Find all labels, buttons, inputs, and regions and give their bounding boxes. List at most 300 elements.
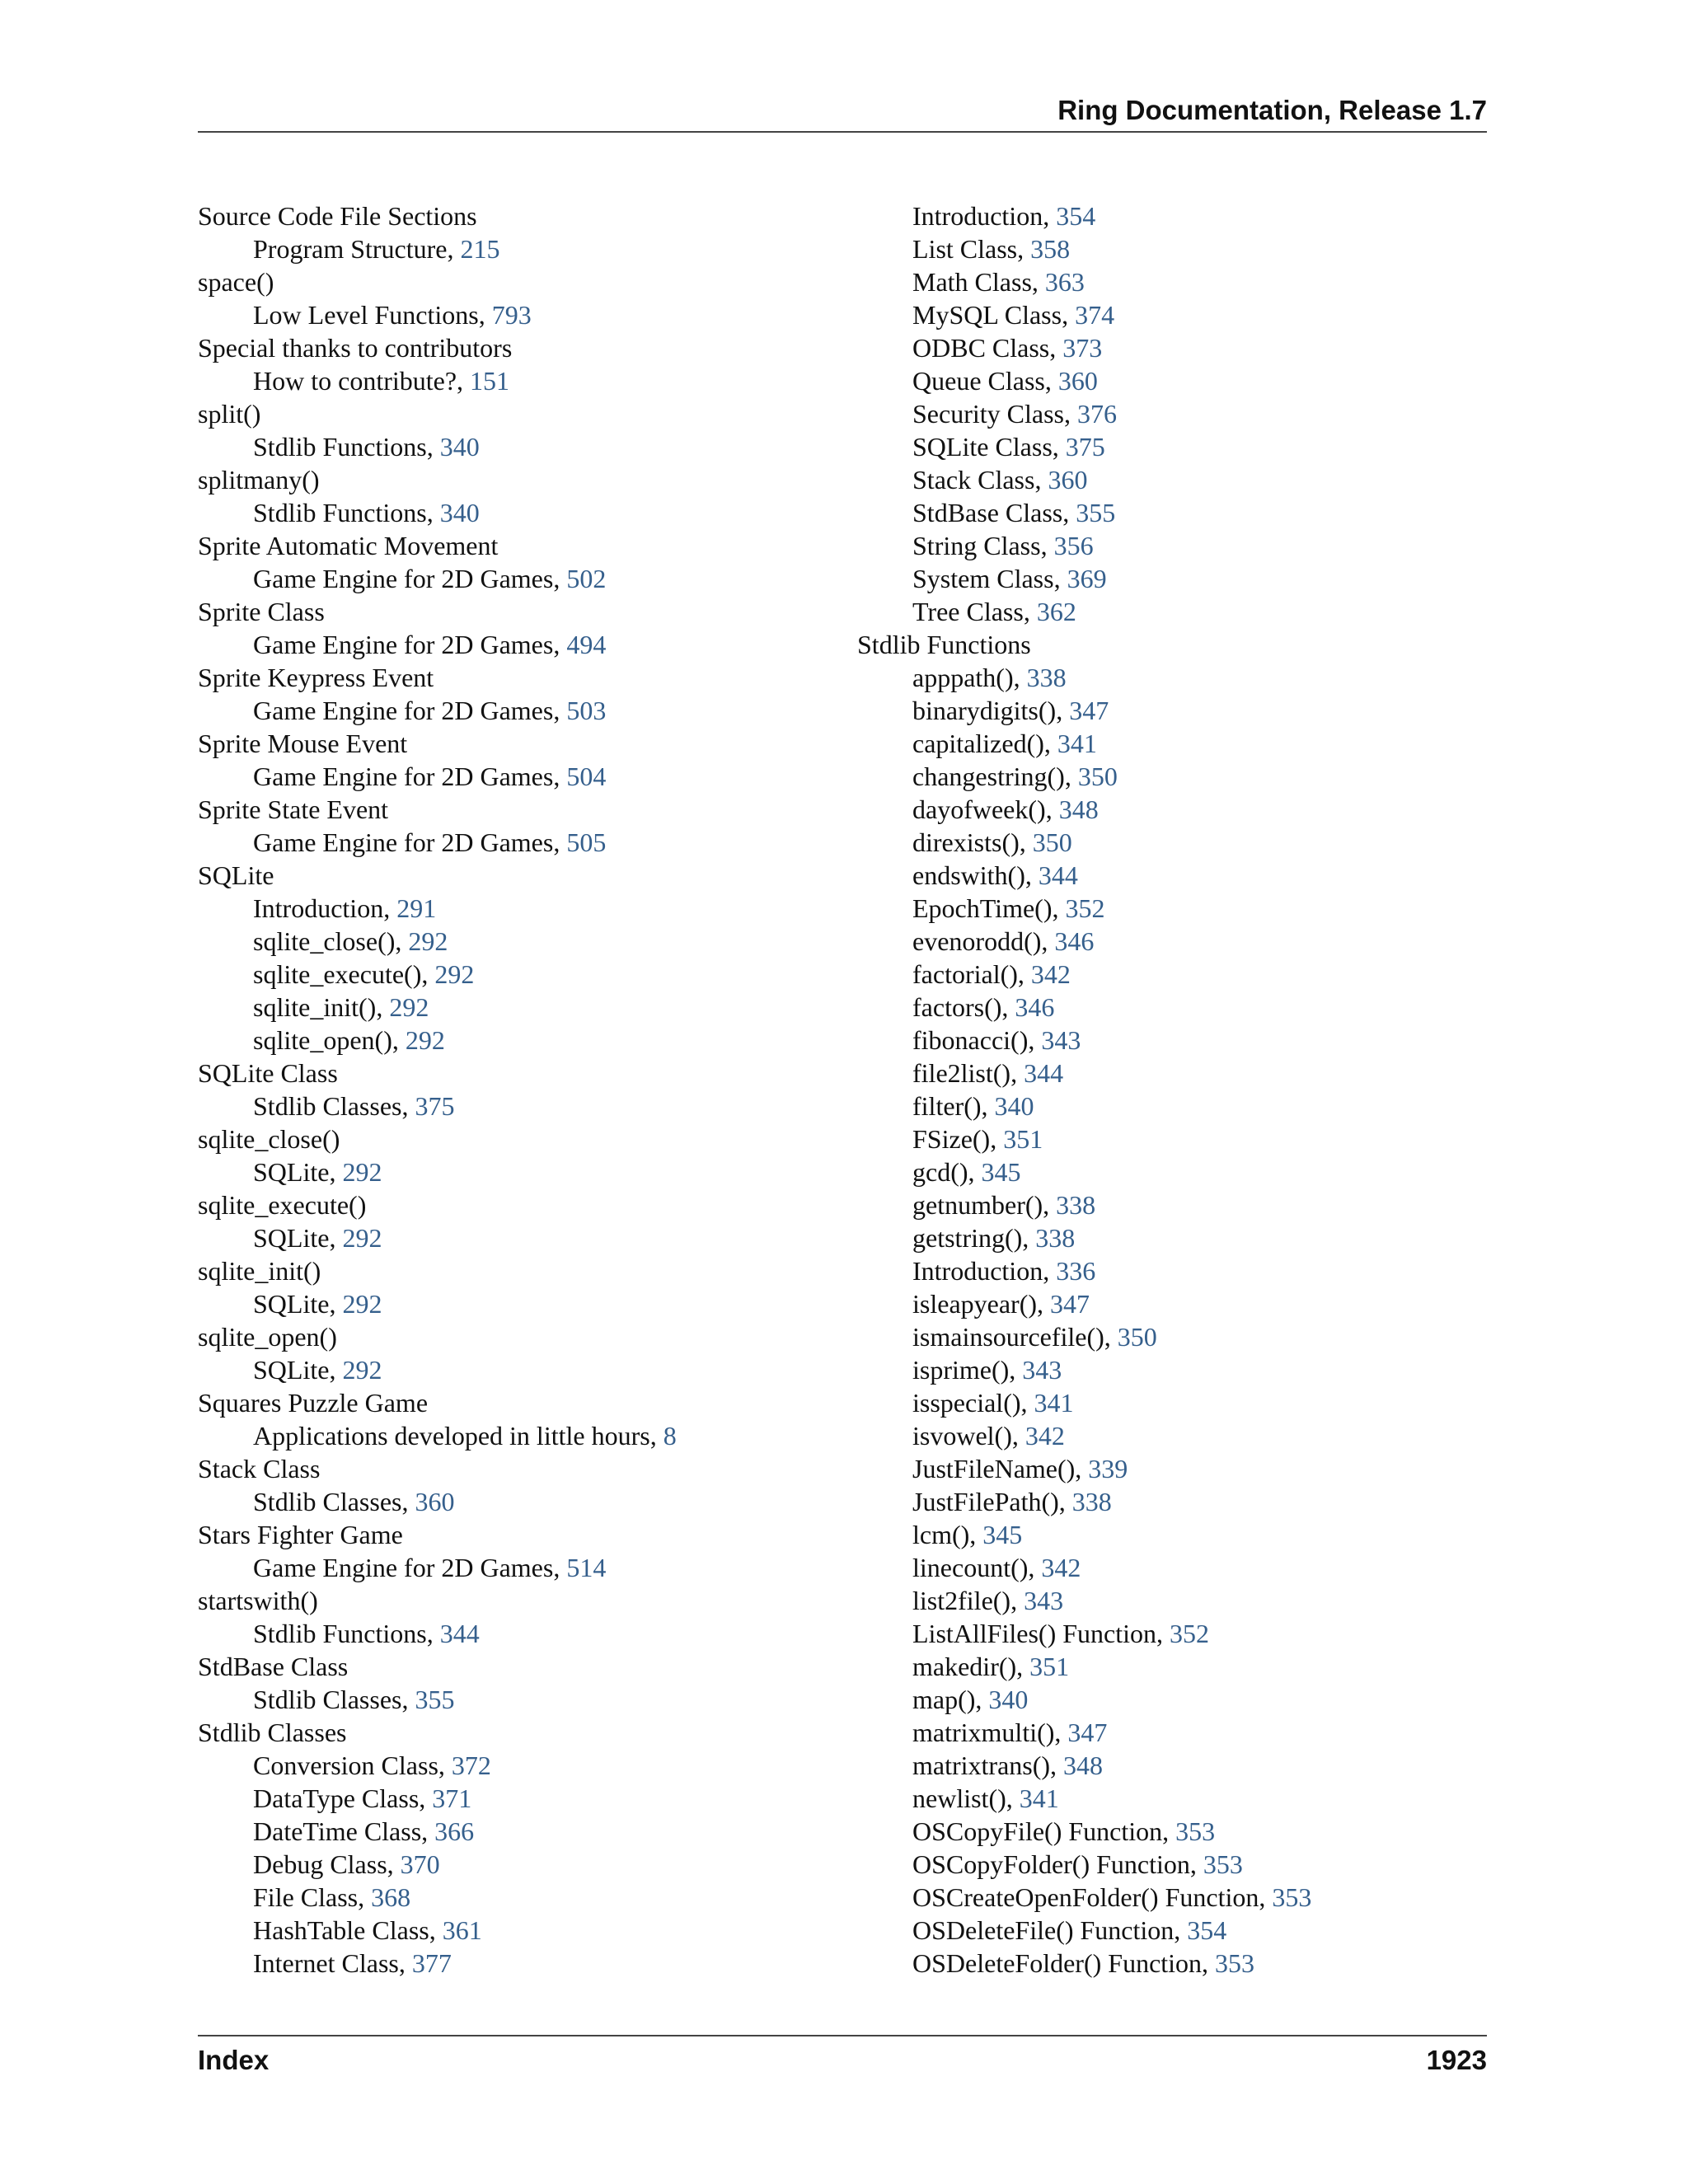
page-link[interactable]: 340 [439,498,480,527]
index-term: capitalized(), [912,729,1057,758]
index-entry [198,1320,841,1353]
index-subentry [857,1122,1484,1155]
index-term: Stdlib Functions, [253,432,440,462]
index-term: HashTable Class, [253,1915,443,1945]
page-link[interactable]: 372 [451,1750,491,1780]
index-term: DataType Class, [253,1783,433,1813]
index-subentry [198,1221,841,1254]
index-term: Queue Class, [912,366,1058,396]
page-link[interactable]: 344 [1024,1058,1064,1088]
index-entry [198,727,841,760]
page-link[interactable]: 377 [411,1948,452,1978]
page-link[interactable]: 340 [994,1091,1034,1121]
index-term: String Class, [912,531,1054,560]
index-subentry [857,958,1484,991]
index-column-right [857,199,1484,1980]
page-link[interactable]: 793 [491,300,532,330]
index-term: binarydigits(), [912,696,1070,725]
index-subentry [857,1782,1484,1815]
index-term: ODBC Class, [912,333,1063,363]
index-entry [198,1518,841,1551]
index-subentry [857,364,1484,397]
index-subentry [198,760,841,793]
index-term: matrixmulti(), [912,1718,1068,1747]
index-term: evenorodd(), [912,926,1055,956]
index-subentry [857,727,1484,760]
page-link[interactable]: 355 [1076,498,1116,527]
index-term: newlist(), [912,1783,1020,1813]
index-term: Stack Class [198,1454,321,1483]
index-entry [198,1716,841,1749]
index-term: Stdlib Functions, [253,498,440,527]
page-link[interactable]: 341 [1019,1783,1059,1813]
page-link[interactable]: 351 [1029,1652,1070,1681]
page-link[interactable]: 341 [1057,729,1097,758]
index-subentry [198,892,841,925]
index-subentry [198,1024,841,1057]
page-link[interactable]: 336 [1056,1256,1096,1286]
index-entry [198,1584,841,1617]
index-subentry [857,1188,1484,1221]
page-link[interactable]: 338 [1035,1223,1076,1253]
index-term: isvowel(), [912,1421,1025,1451]
page-link[interactable]: 514 [566,1553,607,1582]
index-subentry [198,1782,841,1815]
page-link[interactable]: 342 [1041,1553,1081,1582]
index-subentry [857,1815,1484,1848]
index-term: getstring(), [912,1223,1036,1253]
index-subentry [857,1716,1484,1749]
index-term: StdBase Class, [912,498,1076,527]
index-subentry [857,925,1484,958]
index-subentry [857,430,1484,463]
page-link[interactable]: 338 [1071,1487,1112,1516]
index-subentry [198,364,841,397]
index-entry [198,397,841,430]
page-link[interactable]: 354 [1056,201,1096,231]
index-term: isleapyear(), [912,1289,1051,1319]
index-subentry [857,859,1484,892]
index-term: SQLite, [253,1355,343,1385]
page-link[interactable]: 292 [408,926,448,956]
index-subentry [198,1155,841,1188]
page-link[interactable]: 353 [1215,1948,1255,1978]
page-link[interactable]: 363 [1044,267,1085,297]
index-entry [198,1254,841,1287]
index-subentry [857,1419,1484,1452]
index-term: System Class, [912,564,1067,593]
index-subentry [198,1551,841,1584]
index-term: Tree Class, [912,597,1037,626]
index-column-left [198,199,841,1980]
index-subentry [857,1617,1484,1650]
index-subentry [198,958,841,991]
index-term: direxists(), [912,827,1033,857]
index-term: gcd(), [912,1157,982,1187]
page-link[interactable]: 356 [1053,531,1094,560]
index-subentry [857,463,1484,496]
page-link[interactable]: 352 [1065,893,1105,923]
index-term: Applications developed in little hours, [253,1421,663,1451]
page-link[interactable]: 339 [1088,1454,1128,1483]
index-entry [198,1386,841,1419]
index-term: split() [198,399,261,429]
index-term: splitmany() [198,465,320,494]
index-term: Source Code File Sections [198,201,477,231]
index-subentry [857,760,1484,793]
index-term: Math Class, [912,267,1045,297]
page-link[interactable]: 292 [342,1289,382,1319]
index-term: Stdlib Functions [857,630,1031,659]
index-term: OSDeleteFolder() Function, [912,1948,1216,1978]
index-subentry [857,1749,1484,1782]
index-subentry [857,1386,1484,1419]
page-link[interactable]: 292 [342,1223,382,1253]
index-term: ListAllFiles() Function, [912,1619,1170,1648]
index-subentry [198,562,841,595]
page-link[interactable]: 346 [1054,926,1095,956]
index-term: Sprite Mouse Event [198,729,408,758]
index-term: endswith(), [912,860,1039,890]
index-term: SQLite, [253,1223,343,1253]
index-subentry [857,1024,1484,1057]
page-link[interactable]: 340 [988,1685,1029,1714]
page-link[interactable]: 342 [1025,1421,1065,1451]
page-link[interactable]: 361 [442,1915,482,1945]
index-term: Squares Puzzle Game [198,1388,429,1418]
page-link[interactable]: 347 [1067,1718,1108,1747]
index-subentry [857,1452,1484,1485]
index-term: Stdlib Classes, [253,1685,415,1714]
index-term: makedir(), [912,1652,1030,1681]
index-subentry [198,1881,841,1914]
index-entry [198,529,841,562]
index-subentry [857,1650,1484,1683]
page-link[interactable]: 366 [434,1816,475,1846]
index-entry [198,199,841,232]
index-term: Introduction, [253,893,397,923]
page-link[interactable]: 360 [1057,366,1098,396]
page-link[interactable]: 345 [981,1157,1021,1187]
index-entry [198,595,841,628]
running-footer [198,2042,1487,2079]
index-subentry [857,1155,1484,1188]
running-header: Ring Documentation, Release 1.7 [1057,95,1487,125]
index-term: isprime(), [912,1355,1023,1385]
page-link[interactable]: 291 [396,893,437,923]
index-subentry [857,1584,1484,1617]
page-link[interactable]: 344 [1038,860,1078,890]
index-term: SQLite, [253,1157,343,1187]
index-entry [857,628,1484,661]
index-term: sqlite_init(), [253,992,390,1022]
page-link[interactable]: 351 [1003,1124,1043,1154]
index-subentry [198,1090,841,1122]
page-link[interactable]: 352 [1170,1619,1209,1648]
index-subentry [198,1683,841,1716]
page-link[interactable]: 347 [1050,1289,1090,1319]
page-link[interactable]: 353 [1203,1849,1243,1879]
page-link[interactable]: 360 [1048,465,1088,494]
page-link[interactable]: 348 [1063,1750,1104,1780]
page-link[interactable]: 375 [1065,432,1105,462]
page-link[interactable]: 374 [1075,300,1115,330]
index-term: Game Engine for 2D Games, [253,564,567,593]
index-subentry [857,298,1484,331]
page-link[interactable]: 347 [1069,696,1109,725]
page-link[interactable]: 362 [1036,597,1076,626]
page-link[interactable]: 292 [434,959,475,989]
index-term: How to contribute?, [253,366,471,396]
page-link[interactable]: 503 [566,696,607,725]
index-subentry [857,397,1484,430]
page-link[interactable]: 344 [439,1619,480,1648]
index-subentry [198,1419,841,1452]
index-entry [198,793,841,826]
page-link[interactable]: 369 [1067,564,1107,593]
page-link[interactable]: 502 [566,564,607,593]
index-subentry [857,1221,1484,1254]
index-term: FSize(), [912,1124,1004,1154]
index-term: changestring(), [912,762,1078,791]
footer-page-number: 1923 [1426,2045,1487,2075]
index-term: Introduction, [912,201,1057,231]
index-term: Stdlib Classes [198,1718,347,1747]
index-term: map(), [912,1685,989,1714]
index-term: factors(), [912,992,1015,1022]
page-link[interactable]: 505 [566,827,607,857]
page-link[interactable]: 350 [1077,762,1118,791]
page-link[interactable]: 338 [1056,1190,1096,1220]
index-term: fibonacci(), [912,1025,1042,1055]
index-term: StdBase Class [198,1652,349,1681]
index-entry [198,661,841,694]
index-subentry [198,1914,841,1947]
index-subentry [857,1848,1484,1881]
index-entry [198,331,841,364]
page-link[interactable]: 368 [371,1882,411,1912]
index-term: JustFilePath(), [912,1487,1072,1516]
index-subentry [198,430,841,463]
index-subentry [857,793,1484,826]
index-term: OSCreateOpenFolder() Function, [912,1882,1273,1912]
index-term: sqlite_close() [198,1124,340,1154]
page-link[interactable]: 343 [1022,1355,1062,1385]
index-term: SQLite, [253,1289,343,1319]
index-term: Sprite State Event [198,794,389,824]
index-entry [198,859,841,892]
page-link[interactable]: 292 [342,1355,382,1385]
page-link[interactable]: 375 [415,1091,455,1121]
page-link[interactable]: 350 [1032,827,1072,857]
index-subentry [857,1881,1484,1914]
index-subentry [198,628,841,661]
index-term: SQLite [198,860,274,890]
index-term: SQLite Class [198,1058,338,1088]
page-link[interactable]: 151 [470,366,510,396]
index-term: SQLite Class, [912,432,1066,462]
index-subentry [198,1287,841,1320]
index-term: Game Engine for 2D Games, [253,762,567,791]
index-term: lcm(), [912,1520,983,1549]
page-link[interactable]: 215 [460,234,500,264]
index-subentry [857,331,1484,364]
index-subentry [857,496,1484,529]
index-subentry [857,199,1484,232]
page-link[interactable]: 292 [405,1025,445,1055]
index-subentry [857,265,1484,298]
index-entry [198,265,841,298]
page-link[interactable]: 292 [389,992,429,1022]
page-link[interactable]: 8 [663,1421,677,1451]
page-link[interactable]: 292 [342,1157,382,1187]
index-subentry [857,1254,1484,1287]
index-term: ismainsourcefile(), [912,1322,1118,1352]
index-entry [198,1452,841,1485]
page-link[interactable]: 358 [1030,234,1071,264]
index-term: EpochTime(), [912,893,1066,923]
index-term: sqlite_open() [198,1322,337,1352]
page-link[interactable]: 340 [439,432,480,462]
index-term: Special thanks to contributors [198,333,513,363]
index-term: Security Class, [912,399,1077,429]
index-term: sqlite_init() [198,1256,321,1286]
index-subentry [857,1320,1484,1353]
page-link[interactable]: 376 [1076,399,1117,429]
index-subentry [857,826,1484,859]
index-term: dayofweek(), [912,794,1059,824]
footer-section-title: Index [198,2045,270,2075]
page-link[interactable]: 370 [400,1849,440,1879]
index-subentry [857,1947,1484,1980]
index-term: Sprite Automatic Movement [198,531,499,560]
page-link[interactable]: 343 [1041,1025,1081,1055]
index-subentry [857,1518,1484,1551]
index-term: Low Level Functions, [253,300,492,330]
index-term: List Class, [912,234,1031,264]
index-term: DateTime Class, [253,1816,435,1846]
index-subentry [198,1353,841,1386]
index-term: Stack Class, [912,465,1048,494]
index-term: JustFileName(), [912,1454,1089,1483]
index-subentry [198,826,841,859]
page-link[interactable]: 343 [1024,1586,1064,1615]
index-term: sqlite_open(), [253,1025,406,1055]
index-entry [198,1188,841,1221]
page-link[interactable]: 373 [1062,333,1103,363]
index-subentry [198,694,841,727]
index-term: list2file(), [912,1586,1025,1615]
index-term: File Class, [253,1882,372,1912]
page-link[interactable]: 355 [415,1685,455,1714]
page-link[interactable]: 342 [1030,959,1071,989]
index-subentry [198,1947,841,1980]
index-subentry [857,1287,1484,1320]
index-term: Program Structure, [253,234,461,264]
index-subentry [198,232,841,265]
index-term: OSCopyFile() Function, [912,1816,1176,1846]
index-subentry [198,496,841,529]
index-term: Stdlib Classes, [253,1091,415,1121]
index-term: OSCopyFolder() Function, [912,1849,1203,1879]
index-term: isspecial(), [912,1388,1034,1418]
index-subentry [857,595,1484,628]
index-term: Sprite Keypress Event [198,663,434,692]
index-term: space() [198,267,274,297]
index-subentry [857,1683,1484,1716]
index-subentry [857,1485,1484,1518]
page-link[interactable]: 353 [1175,1816,1216,1846]
page-link[interactable]: 353 [1272,1882,1312,1912]
index-subentry [198,925,841,958]
index-entry [198,463,841,496]
page-link[interactable]: 341 [1034,1388,1074,1418]
index-term: sqlite_execute(), [253,959,435,989]
index-entry [198,1650,841,1683]
index-term: factorial(), [912,959,1031,989]
index-subentry [857,991,1484,1024]
index-subentry [857,1914,1484,1947]
page-link[interactable]: 494 [566,630,607,659]
header-rule [198,131,1487,133]
index-subentry [857,661,1484,694]
index-term: apppath(), [912,663,1027,692]
index-term: Sprite Class [198,597,325,626]
index-term: matrixtrans(), [912,1750,1064,1780]
index-subentry [198,298,841,331]
index-subentry [857,232,1484,265]
page-link[interactable]: 350 [1117,1322,1157,1352]
index-subentry [198,1485,841,1518]
index-subentry [198,1617,841,1650]
page-link[interactable]: 354 [1187,1915,1227,1945]
index-term: sqlite_execute() [198,1190,367,1220]
index-subentry [857,562,1484,595]
index-term: Stdlib Classes, [253,1487,415,1516]
index-term: startswith() [198,1586,318,1615]
page-link[interactable]: 348 [1058,794,1099,824]
index-subentry [198,1749,841,1782]
index-term: Debug Class, [253,1849,401,1879]
index-term: linecount(), [912,1553,1042,1582]
index-term: Game Engine for 2D Games, [253,1553,567,1582]
page-link[interactable]: 504 [566,762,607,791]
index-term: OSDeleteFile() Function, [912,1915,1188,1945]
index-subentry [198,991,841,1024]
index-subentry [198,1815,841,1848]
index-term: MySQL Class, [912,300,1076,330]
footer-rule [198,2035,1487,2036]
index-subentry [857,892,1484,925]
index-subentry [857,1057,1484,1090]
index-subentry [857,1090,1484,1122]
index-term: sqlite_close(), [253,926,409,956]
page-link[interactable]: 371 [432,1783,472,1813]
index-term: getnumber(), [912,1190,1057,1220]
index-term: Game Engine for 2D Games, [253,696,567,725]
page-link[interactable]: 345 [982,1520,1023,1549]
index-term: Internet Class, [253,1948,412,1978]
page-link[interactable]: 346 [1015,992,1055,1022]
index-term: Game Engine for 2D Games, [253,827,567,857]
index-subentry [198,1848,841,1881]
index-entry [198,1122,841,1155]
page-link[interactable]: 360 [415,1487,455,1516]
index-term: Introduction, [912,1256,1057,1286]
index-subentry [857,1353,1484,1386]
index-term: Stars Fighter Game [198,1520,403,1549]
page-link[interactable]: 338 [1026,663,1067,692]
